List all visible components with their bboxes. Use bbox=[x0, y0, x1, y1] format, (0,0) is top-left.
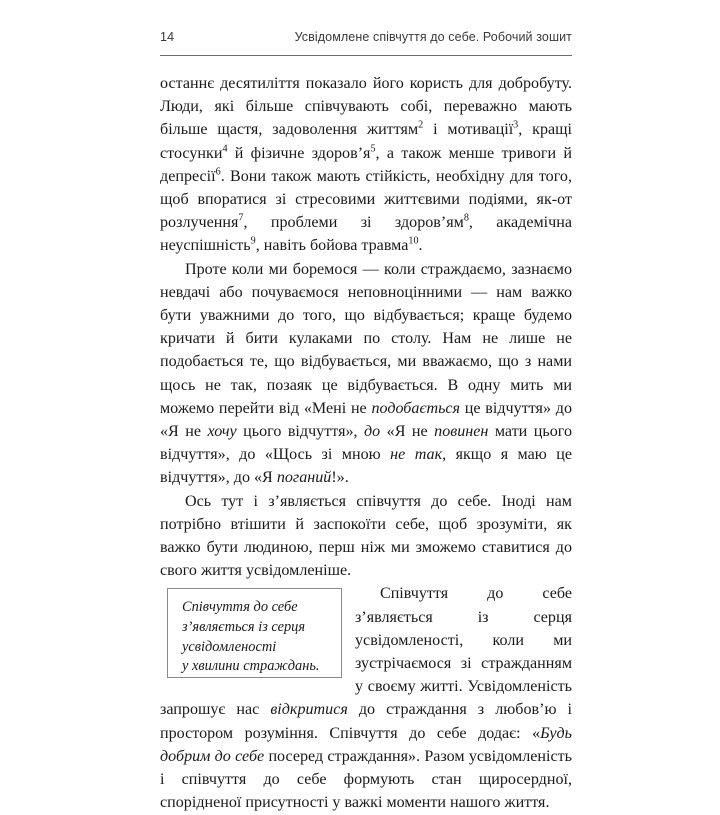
p4-emphasis-2: Будь добрим до себе bbox=[160, 724, 572, 765]
paragraph-2 bbox=[160, 258, 572, 490]
p2-seg3: цього відчуття», bbox=[236, 423, 365, 441]
p2-emphasis-3: до bbox=[364, 423, 381, 441]
pullquote-line-1: Співчуття до себе bbox=[182, 599, 298, 616]
p2-seg7: !». bbox=[331, 469, 349, 487]
footnote-ref-9: 9 bbox=[250, 236, 256, 248]
p2-seg6: , якщо я маю це відчуття», до «Я bbox=[160, 446, 572, 487]
p2-emphasis-1: подобається bbox=[371, 399, 461, 417]
p1-seg2: і мотивації bbox=[423, 121, 514, 139]
p1-seg1: останнє десятиліття показало його користь для добробуту. Люди, які більше співчувають собі, переважно мають більше щастя, задоволення життям bbox=[160, 75, 572, 139]
page-number: 14 bbox=[160, 30, 175, 44]
paragraph-1 bbox=[160, 72, 572, 258]
p1-seg6: . Вони також мають стійкість, необхідну для того, щоб впоратися зі стресовими життєвими подіями, як-от розлучення bbox=[160, 167, 572, 232]
p1-seg10: . bbox=[418, 237, 423, 255]
p1-seg9: , навіть бойова травма bbox=[255, 237, 409, 255]
running-header bbox=[160, 30, 572, 44]
p4-seg3: посеред страждання». Разом усвідомленість і співчуття до себе формують стан щиросердної, спорідненої присутності у важкі моменти нашого життя. bbox=[160, 747, 572, 812]
footnote-ref-5: 5 bbox=[370, 143, 376, 155]
p4-seg2: до страждання з любов’ю і простором розуміння. Співчуття до себе додає: « bbox=[160, 701, 572, 742]
footnote-ref-10: 10 bbox=[408, 236, 419, 248]
p2-emphasis-4: повинен bbox=[434, 423, 489, 441]
p1-seg7: , проблеми зі здоров’ям bbox=[243, 214, 464, 232]
p1-seg5: , а також менше тривоги й депресії bbox=[160, 144, 572, 185]
footnote-ref-7: 7 bbox=[238, 212, 244, 224]
pullquote-line-4: у хвилини страждань. bbox=[182, 658, 320, 675]
p4-seg1: Співчуття до себе з’являється із серця усвідомленості, коли ми зустрічаємося зі стражданням у своєму житті. Усвідомленість запрошує нас bbox=[160, 585, 572, 719]
p4-emphasis-1: відкритися bbox=[270, 701, 348, 719]
running-title: Усвідомлене співчуття до себе. Робочий зошит bbox=[294, 30, 572, 44]
p1-seg8: , академічна неуспішність bbox=[160, 214, 572, 255]
pullquote-line-3: усвідомленості bbox=[182, 638, 277, 655]
body-text-block bbox=[160, 72, 572, 815]
footnote-ref-8: 8 bbox=[463, 212, 469, 224]
pullquote-line-2: з’являється із серця bbox=[182, 619, 306, 636]
p2-seg5: мати цього відчуття», до «Щось зі мною bbox=[160, 423, 572, 464]
pullquote-box bbox=[167, 588, 342, 678]
p2-emphasis-6: поганий bbox=[276, 469, 332, 487]
paragraph-3: Ось тут і з’являється співчуття до себе. Іноді нам потрібно втішити й заспокоїти себе, щоб зрозуміти, як важко бути людиною, перш ніж ми зможемо ставитися до свого життя усвідомленіше. bbox=[160, 492, 572, 580]
p2-emphasis-2: хочу bbox=[207, 423, 237, 441]
p2-emphasis-5: не так bbox=[390, 446, 443, 464]
p1-seg3: , кращі стосунки bbox=[160, 121, 572, 162]
p2-seg2: це відчуття» до «Я не bbox=[160, 399, 572, 441]
footnote-ref-4: 4 bbox=[222, 143, 228, 155]
paragraph-4 bbox=[160, 582, 572, 814]
p2-seg4: «Я не bbox=[380, 423, 435, 441]
header-divider bbox=[160, 55, 572, 56]
footnote-ref-6: 6 bbox=[215, 166, 221, 178]
p1-seg4: й фізичне здоров’я bbox=[227, 144, 371, 162]
footnote-ref-3: 3 bbox=[513, 120, 519, 132]
p2-seg1: Проте коли ми боремося — коли страждаємо, зазнаємо невдачі або почуваємося неповноцінними — нам важко бути уважними до того, що відбувається; краще будемо кричати й бити кулаками по столу. Нам не лише не подобається те, що відбувається, ми вважаємо, що з нами щось не так, позаяк це відбувається. В одну мить ми можемо перейти від «Мені не bbox=[160, 260, 572, 417]
footnote-ref-2: 2 bbox=[418, 120, 424, 132]
